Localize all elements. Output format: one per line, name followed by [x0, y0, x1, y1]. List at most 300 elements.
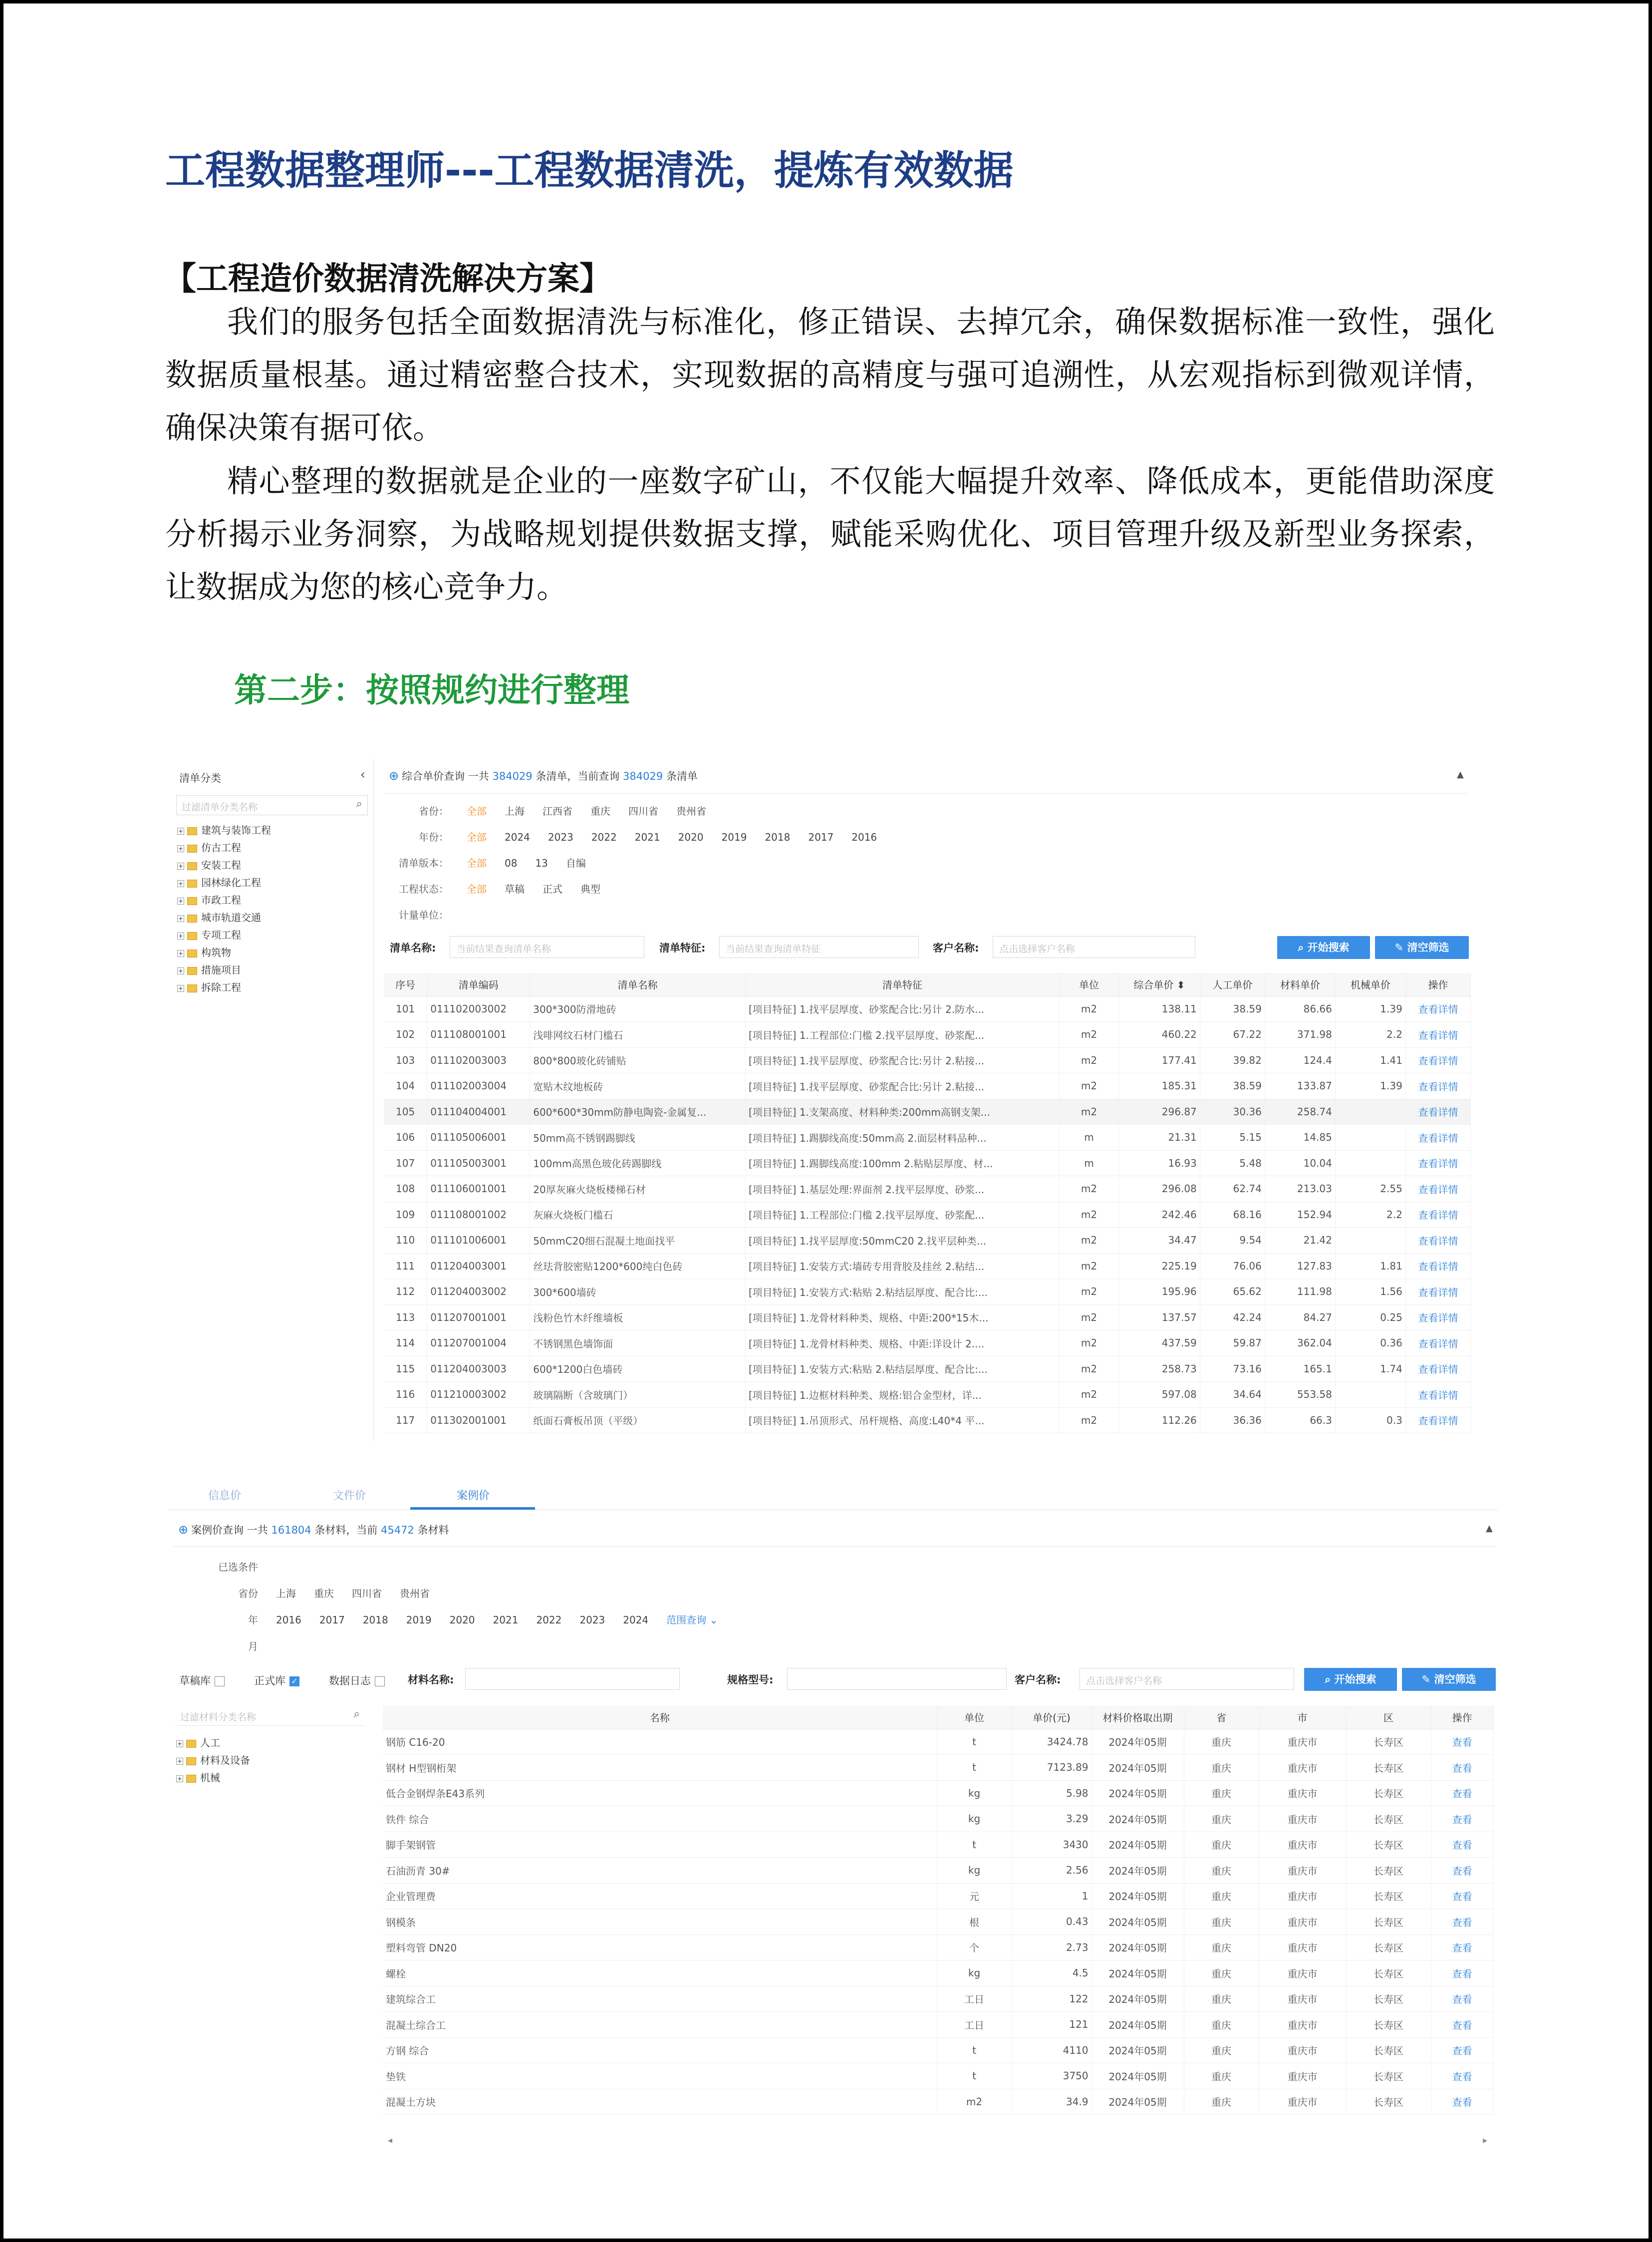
search-icon[interactable]: ⌕ [353, 1708, 360, 1720]
expand-icon[interactable]: + [178, 967, 184, 974]
table-cell: 011105003001 [427, 1150, 530, 1176]
table-cell: 长寿区 [1346, 2037, 1431, 2063]
expand-icon[interactable]: + [178, 862, 184, 870]
filter-option[interactable]: 2021 [493, 1614, 519, 1626]
filter-option[interactable]: 2022 [591, 831, 617, 843]
table-row [383, 2089, 1493, 2115]
table-cell: 长寿区 [1346, 2063, 1431, 2089]
clear-filter-button[interactable]: ✎ 清空筛选 [1375, 936, 1469, 959]
view-detail-link[interactable]: 查看详情 [1405, 1279, 1470, 1305]
expand-icon[interactable]: + [177, 1740, 183, 1747]
collapse-panel-icon[interactable]: ▲ [1457, 769, 1464, 780]
view-link[interactable]: 查看 [1431, 1883, 1493, 1909]
table-row [383, 1909, 1493, 1935]
filter-option[interactable]: 2017 [319, 1614, 345, 1626]
column-header: 操作 [1405, 973, 1470, 996]
scroll-left-icon[interactable]: ◂ [388, 2135, 393, 2146]
column-header: 操作 [1431, 1706, 1493, 1729]
table-cell: 2.2 [1335, 1202, 1405, 1228]
table-cell: 2.2 [1335, 1022, 1405, 1048]
filter-option[interactable]: 四川省 [628, 805, 658, 817]
table-cell: m2 [1059, 1279, 1118, 1305]
filter-row [384, 803, 706, 818]
table-cell: 1.81 [1335, 1253, 1405, 1279]
column-header: 区 [1346, 1706, 1431, 1729]
column-header: 单位 [937, 1706, 1012, 1729]
tree-node-label: 市政工程 [201, 894, 241, 906]
folder-icon [187, 967, 197, 975]
tree-node[interactable] [177, 892, 271, 910]
table-cell: 重庆 [1184, 1960, 1259, 1986]
view-detail-link[interactable]: 查看详情 [1405, 1176, 1470, 1202]
expand-icon[interactable]: + [178, 984, 184, 992]
material-tree [176, 1735, 250, 1787]
expand-icon[interactable]: + [178, 880, 184, 887]
table-cell: 钢筋 C16-20 [383, 1729, 937, 1755]
table-cell: 宽贴木纹地板砖 [530, 1073, 746, 1099]
table-row [383, 2063, 1493, 2089]
customer-input[interactable]: 点击选择客户名称 [993, 936, 1195, 958]
column-header: 名称 [383, 1706, 937, 1729]
filter-option[interactable]: 2023 [548, 831, 573, 843]
table-cell: 方钢 综合 [383, 2037, 937, 2063]
view-link[interactable]: 查看 [1431, 1909, 1493, 1935]
table-cell: 10.04 [1265, 1150, 1335, 1176]
draft-checkbox[interactable]: 草稿库 [179, 1673, 225, 1688]
expand-icon[interactable]: + [178, 915, 184, 922]
customer-input[interactable]: 点击选择客户名称 [1080, 1668, 1294, 1690]
tree-node[interactable] [176, 1752, 250, 1770]
table-cell: 浅粉色竹木纤维墙板 [530, 1304, 746, 1330]
view-link[interactable]: 查看 [1431, 2012, 1493, 2038]
sort-icon[interactable]: ⬍ [1173, 979, 1185, 991]
view-detail-link[interactable]: 查看详情 [1405, 1407, 1470, 1433]
table-cell: 137.57 [1119, 1304, 1200, 1330]
table-cell: m2 [1059, 1099, 1118, 1125]
table-cell: kg [937, 1780, 1012, 1806]
range-query-link[interactable]: 范围查询 ⌄ [666, 1614, 718, 1626]
filter-row [384, 829, 877, 844]
table-cell: [项目特征] 1.吊顶形式、吊杆规格、高度:L40*4 平... [745, 1407, 1059, 1433]
filter-option[interactable]: 贵州省 [676, 805, 706, 817]
table-cell: 根 [937, 1909, 1012, 1935]
filter-option[interactable]: 自编 [565, 857, 586, 869]
search-button[interactable]: ⌕ 开始搜索 [1304, 1668, 1397, 1691]
table-cell: 011207001001 [427, 1304, 530, 1330]
table-cell: 011204003001 [427, 1253, 530, 1279]
view-detail-link[interactable]: 查看详情 [1405, 1330, 1470, 1356]
table-cell: 600*1200白色墙砖 [530, 1356, 746, 1382]
view-link[interactable]: 查看 [1431, 1832, 1493, 1858]
table-cell: t [937, 1832, 1012, 1858]
table-cell: 225.19 [1119, 1253, 1200, 1279]
tree-node[interactable] [177, 840, 271, 857]
view-link[interactable]: 查看 [1431, 2089, 1493, 2115]
expand-icon[interactable]: + [178, 897, 184, 905]
table-cell: 9.54 [1200, 1228, 1265, 1254]
table-cell: 38.59 [1200, 1073, 1265, 1099]
search-button[interactable]: ⌕ 开始搜索 [1277, 936, 1370, 959]
table-cell: 800*800玻化砖铺贴 [530, 1047, 746, 1073]
table-cell: 371.98 [1265, 1022, 1335, 1048]
scroll-right-icon[interactable]: ▸ [1483, 2135, 1488, 2146]
table-cell: m [1059, 1150, 1118, 1176]
filter-option[interactable]: 全部 [467, 883, 487, 895]
view-detail-link[interactable]: 查看详情 [1405, 1125, 1470, 1151]
tree-node[interactable] [177, 857, 271, 875]
table-cell: [项目特征] 1.找平层厚度、砂浆配合比:另计 2.防水... [745, 996, 1059, 1022]
table-cell: 5.98 [1012, 1780, 1092, 1806]
folder-icon [187, 950, 197, 958]
table-cell: 195.96 [1119, 1279, 1200, 1305]
tree-node[interactable] [176, 1770, 250, 1787]
filter-option[interactable]: 2020 [678, 831, 704, 843]
table-row [383, 1755, 1493, 1781]
filter-option[interactable]: 2016 [276, 1614, 301, 1626]
filter-option[interactable]: 2023 [579, 1614, 605, 1626]
table-cell: 011102003003 [427, 1047, 530, 1073]
table-cell: 104 [384, 1073, 427, 1099]
table-cell: 177.41 [1119, 1047, 1200, 1073]
column-header: 人工单价 [1200, 973, 1265, 996]
view-detail-link[interactable]: 查看详情 [1405, 1228, 1470, 1254]
table-cell: 长寿区 [1346, 1729, 1431, 1755]
filter-option[interactable]: 正式 [543, 883, 562, 895]
view-detail-link[interactable]: 查看详情 [1405, 1022, 1470, 1048]
table-cell: 重庆市 [1259, 2037, 1346, 2063]
table-cell: 362.04 [1265, 1330, 1335, 1356]
table-cell: 258.74 [1265, 1099, 1335, 1125]
material-filter-input[interactable]: 过滤材料分类名称 ⌕ [175, 1706, 365, 1726]
column-header: 材料价格取出期 [1092, 1706, 1184, 1729]
view-link[interactable]: 查看 [1431, 1986, 1493, 2012]
table-cell: 重庆 [1184, 1858, 1259, 1884]
clear-filter-button[interactable]: ✎ 清空筛选 [1402, 1668, 1496, 1691]
tab-info-price[interactable]: 信息价 [208, 1490, 242, 1502]
table-cell: 84.27 [1265, 1304, 1335, 1330]
table-cell: 103 [384, 1047, 427, 1073]
table-cell: [项目特征] 1.踢脚线高度:100mm 2.粘贴层厚度、材... [745, 1150, 1059, 1176]
filter-row [384, 907, 449, 922]
view-link[interactable]: 查看 [1431, 1858, 1493, 1884]
table-cell: 4110 [1012, 2037, 1092, 2063]
table-row [383, 1806, 1493, 1832]
filter-option[interactable]: 全部 [467, 805, 487, 817]
tree-node-label: 园林绿化工程 [201, 877, 261, 889]
table-cell: 553.58 [1265, 1382, 1335, 1408]
view-detail-link[interactable]: 查看详情 [1405, 996, 1470, 1022]
table-cell: [项目特征] 1.基层处理:界面剂 2.找平层厚度、砂浆... [745, 1176, 1059, 1202]
table-cell: 38.59 [1200, 996, 1265, 1022]
tree-node[interactable] [177, 822, 271, 840]
table-row [383, 1780, 1493, 1806]
table-cell: 个 [937, 1934, 1012, 1960]
table-cell: 2024年05期 [1092, 2089, 1184, 2115]
bill-name-input[interactable]: 当前结果查询清单名称 [450, 936, 644, 958]
view-detail-link[interactable]: 查看详情 [1405, 1253, 1470, 1279]
table-cell: 50mmC20细石混凝土地面找平 [530, 1228, 746, 1254]
column-header: 清单名称 [530, 973, 746, 996]
table-cell: 5.48 [1200, 1150, 1265, 1176]
table-cell: 011302001001 [427, 1407, 530, 1433]
filter-option[interactable]: 贵州省 [400, 1588, 430, 1600]
category-tree [177, 822, 271, 997]
table-cell: 1.41 [1335, 1047, 1405, 1073]
table-cell: 3430 [1012, 1832, 1092, 1858]
table-cell: [项目特征] 1.安装方式:墙砖专用背胶及挂丝 2.粘结... [745, 1253, 1059, 1279]
table-cell: 工日 [937, 2012, 1012, 2038]
table-row [383, 1729, 1493, 1755]
table-cell: 115 [384, 1356, 427, 1382]
filter-label: 月 [248, 1640, 258, 1652]
view-detail-link[interactable]: 查看详情 [1405, 1047, 1470, 1073]
doc-title: 工程数据整理师---工程数据清洗，提炼有效数据 [165, 147, 1014, 194]
table-cell: 242.46 [1119, 1202, 1200, 1228]
table-cell: 111.98 [1265, 1279, 1335, 1305]
table-row [384, 1073, 1471, 1099]
table-cell: 3424.78 [1012, 1729, 1092, 1755]
filter-option[interactable]: 08 [505, 857, 518, 869]
table-cell: 011104004001 [427, 1099, 530, 1125]
filter-option[interactable]: 2022 [536, 1614, 562, 1626]
expand-icon[interactable]: + [177, 1757, 183, 1765]
formal-checkbox[interactable]: 正式库 ✓ [254, 1673, 299, 1688]
log-checkbox[interactable]: 数据日志 [329, 1673, 385, 1688]
filter-option[interactable]: 江西省 [543, 805, 572, 817]
folder-icon [186, 1757, 196, 1765]
tree-node[interactable] [177, 962, 271, 979]
table-cell: 0.25 [1335, 1304, 1405, 1330]
filter-option[interactable]: 典型 [580, 883, 600, 895]
view-detail-link[interactable]: 查看详情 [1405, 1150, 1470, 1176]
table-cell: 011204003003 [427, 1356, 530, 1382]
table-cell: 1 [1012, 1883, 1092, 1909]
bill-feature-input[interactable]: 当前结果查询清单特征 [719, 936, 919, 958]
table-cell: 109 [384, 1202, 427, 1228]
table-cell: 2.55 [1335, 1176, 1405, 1202]
table-cell: 100mm高黑色玻化砖踢脚线 [530, 1150, 746, 1176]
table-row [384, 1099, 1471, 1125]
column-header: 单价(元) [1012, 1706, 1092, 1729]
tree-node[interactable] [177, 875, 271, 892]
filter-option[interactable]: 2018 [362, 1614, 388, 1626]
expand-icon[interactable]: + [178, 827, 184, 835]
filter-option[interactable]: 2017 [808, 831, 834, 843]
section-heading: 【工程造价数据清洗解决方案】 [164, 261, 611, 298]
table-cell [1335, 1099, 1405, 1125]
filter-option[interactable]: 2020 [449, 1614, 475, 1626]
view-detail-link[interactable]: 查看详情 [1405, 1356, 1470, 1382]
filter-option[interactable]: 上海 [505, 805, 525, 817]
bill-query-screenshot [164, 758, 1472, 1441]
tree-node[interactable] [177, 927, 271, 945]
table-cell: 437.59 [1119, 1330, 1200, 1356]
filter-option[interactable]: 2016 [851, 831, 877, 843]
table-cell [1335, 1228, 1405, 1254]
table-cell: m2 [1059, 1202, 1118, 1228]
view-link[interactable]: 查看 [1431, 2037, 1493, 2063]
table-cell: m2 [1059, 1407, 1118, 1433]
table-cell: 68.16 [1200, 1202, 1265, 1228]
case-price-screenshot [168, 1476, 1498, 2155]
table-cell: 灰麻火烧板门槛石 [530, 1202, 746, 1228]
table-cell: 113 [384, 1304, 427, 1330]
table-cell: 62.74 [1200, 1176, 1265, 1202]
table-cell: 长寿区 [1346, 1755, 1431, 1781]
filter-option[interactable]: 重庆 [314, 1588, 334, 1600]
filter-option[interactable]: 2019 [721, 831, 747, 843]
table-row [383, 1883, 1493, 1909]
filter-row [173, 1586, 430, 1601]
table-cell: 011108001002 [427, 1202, 530, 1228]
filter-option[interactable]: 重庆 [590, 805, 610, 817]
table-cell: 66.3 [1265, 1407, 1335, 1433]
table-cell: 21.31 [1119, 1125, 1200, 1151]
view-detail-link[interactable]: 查看详情 [1405, 1304, 1470, 1330]
table-cell: m2 [1059, 1304, 1118, 1330]
table-cell: 300*600墙砖 [530, 1279, 746, 1305]
table-cell: 重庆 [1184, 2012, 1259, 2038]
table-row [384, 1304, 1471, 1330]
table-cell: 1.39 [1335, 996, 1405, 1022]
table-cell: 1.39 [1335, 1073, 1405, 1099]
table-cell: 2024年05期 [1092, 1806, 1184, 1832]
filter-option[interactable]: 2021 [634, 831, 660, 843]
table-cell: kg [937, 1960, 1012, 1986]
query-icon: ⊕ [178, 1523, 189, 1537]
tree-node[interactable] [177, 910, 271, 927]
filter-option[interactable]: 上海 [276, 1588, 296, 1600]
view-link[interactable]: 查看 [1431, 1934, 1493, 1960]
tree-node[interactable] [177, 979, 271, 997]
expand-icon[interactable]: + [178, 845, 184, 852]
view-link[interactable]: 查看 [1431, 2063, 1493, 2089]
table-cell: 重庆市 [1259, 2089, 1346, 2115]
column-header: 市 [1259, 1706, 1346, 1729]
tree-node-label: 拆除工程 [201, 981, 241, 993]
table-cell: kg [937, 1858, 1012, 1884]
view-detail-link[interactable]: 查看详情 [1405, 1202, 1470, 1228]
table-cell: t [937, 1755, 1012, 1781]
tree-node[interactable] [176, 1735, 250, 1752]
filter-option[interactable]: 四川省 [352, 1588, 382, 1600]
query-bar [384, 934, 1472, 960]
view-detail-link[interactable]: 查看详情 [1405, 1382, 1470, 1408]
table-cell: 低合金钢焊条E43系列 [383, 1780, 937, 1806]
bill-name-label: 清单名称: [390, 942, 436, 954]
table-cell: 111 [384, 1253, 427, 1279]
table-cell: t [937, 2063, 1012, 2089]
collapse-icon[interactable]: ‹ [360, 767, 365, 782]
bill-table [384, 973, 1471, 1433]
table-cell: 50mm高不锈钢踢脚线 [530, 1125, 746, 1151]
collapse-panel-icon[interactable]: ▲ [1486, 1523, 1493, 1534]
table-cell: 塑料弯管 DN20 [383, 1934, 937, 1960]
filter-option[interactable]: 全部 [467, 857, 487, 869]
table-cell: 30.36 [1200, 1099, 1265, 1125]
table-cell: 重庆市 [1259, 1934, 1346, 1960]
table-cell: 73.16 [1200, 1356, 1265, 1382]
table-cell: 65.62 [1200, 1279, 1265, 1305]
table-cell: 重庆市 [1259, 1755, 1346, 1781]
table-cell: 长寿区 [1346, 1806, 1431, 1832]
tree-node-label: 专项工程 [201, 929, 241, 941]
column-header: 清单编码 [427, 973, 530, 996]
expand-icon[interactable]: + [177, 1775, 183, 1782]
category-filter-input[interactable]: 过滤清单分类名称 ⌕ [176, 795, 368, 815]
table-cell: 2.73 [1012, 1934, 1092, 1960]
tab-file-price[interactable]: 文件价 [333, 1490, 366, 1502]
table-cell: 2024年05期 [1092, 1934, 1184, 1960]
table-cell: 2024年05期 [1092, 2063, 1184, 2089]
view-detail-link[interactable]: 查看详情 [1405, 1073, 1470, 1099]
view-link[interactable]: 查看 [1431, 1755, 1493, 1781]
table-cell: 重庆 [1184, 1986, 1259, 2012]
table-cell: 011102003002 [427, 996, 530, 1022]
table-cell: 4.5 [1012, 1960, 1092, 1986]
table-cell: 300*300防滑地砖 [530, 996, 746, 1022]
column-header[interactable]: 综合单价 ⬍ [1119, 973, 1200, 996]
table-cell: 2024年05期 [1092, 1832, 1184, 1858]
filter-option[interactable]: 草稿 [505, 883, 525, 895]
table-cell: 重庆 [1184, 2089, 1259, 2115]
expand-icon[interactable]: + [178, 932, 184, 940]
filter-option[interactable]: 13 [535, 857, 548, 869]
table-cell: 011108001001 [427, 1022, 530, 1048]
table-cell: [项目特征] 1.安装方式:粘贴 2.粘结层厚度、配合比:... [745, 1279, 1059, 1305]
table-cell: 5.15 [1200, 1125, 1265, 1151]
table-cell: 重庆 [1184, 1909, 1259, 1935]
table-cell: 重庆市 [1259, 1729, 1346, 1755]
case-query-summary: ⊕ 案例价查询 一共 161804 条材料，当前 45472 条材料 [178, 1523, 449, 1537]
tree-node[interactable] [177, 945, 271, 962]
filter-option[interactable]: 2024 [623, 1614, 649, 1626]
table-cell: [项目特征] 1.找平层厚度、砂浆配合比:另计 2.粘接... [745, 1073, 1059, 1099]
folder-icon [187, 897, 197, 905]
table-cell: 107 [384, 1150, 427, 1176]
table-cell: 39.82 [1200, 1047, 1265, 1073]
table-cell: [项目特征] 1.踢脚线高度:50mm高 2.面层材料品种... [745, 1125, 1059, 1151]
spec-input[interactable] [787, 1668, 1007, 1690]
tree-node-label: 构筑物 [201, 947, 231, 959]
material-name-input[interactable] [465, 1668, 680, 1690]
search-icon[interactable]: ⌕ [356, 798, 362, 810]
view-link[interactable]: 查看 [1431, 1729, 1493, 1755]
tab-case-price[interactable]: 案例价 [457, 1490, 490, 1502]
table-cell: 185.31 [1119, 1073, 1200, 1099]
table-cell: 长寿区 [1346, 1986, 1431, 2012]
filter-option[interactable]: 2024 [505, 831, 530, 843]
table-cell: [项目特征] 1.工程部位:门槛 2.找平层厚度、砂浆配... [745, 1022, 1059, 1048]
filter-option[interactable]: 2018 [765, 831, 791, 843]
expand-icon[interactable]: + [178, 950, 184, 957]
table-cell: 110 [384, 1228, 427, 1254]
view-link[interactable]: 查看 [1431, 1960, 1493, 1986]
table-cell: 重庆市 [1259, 1806, 1346, 1832]
view-link[interactable]: 查看 [1431, 1780, 1493, 1806]
filter-option[interactable]: 2019 [406, 1614, 432, 1626]
table-cell: 企业管理费 [383, 1883, 937, 1909]
table-cell: 21.42 [1265, 1228, 1335, 1254]
table-row [384, 1022, 1471, 1048]
view-link[interactable]: 查看 [1431, 1806, 1493, 1832]
table-cell: 102 [384, 1022, 427, 1048]
table-cell: [项目特征] 1.安装方式:粘贴 2.粘结层厚度、配合比:... [745, 1356, 1059, 1382]
table-cell: 112.26 [1119, 1407, 1200, 1433]
filter-option[interactable]: 全部 [467, 831, 487, 843]
table-cell: 钢材 H型钢桁架 [383, 1755, 937, 1781]
view-detail-link[interactable]: 查看详情 [1405, 1099, 1470, 1125]
